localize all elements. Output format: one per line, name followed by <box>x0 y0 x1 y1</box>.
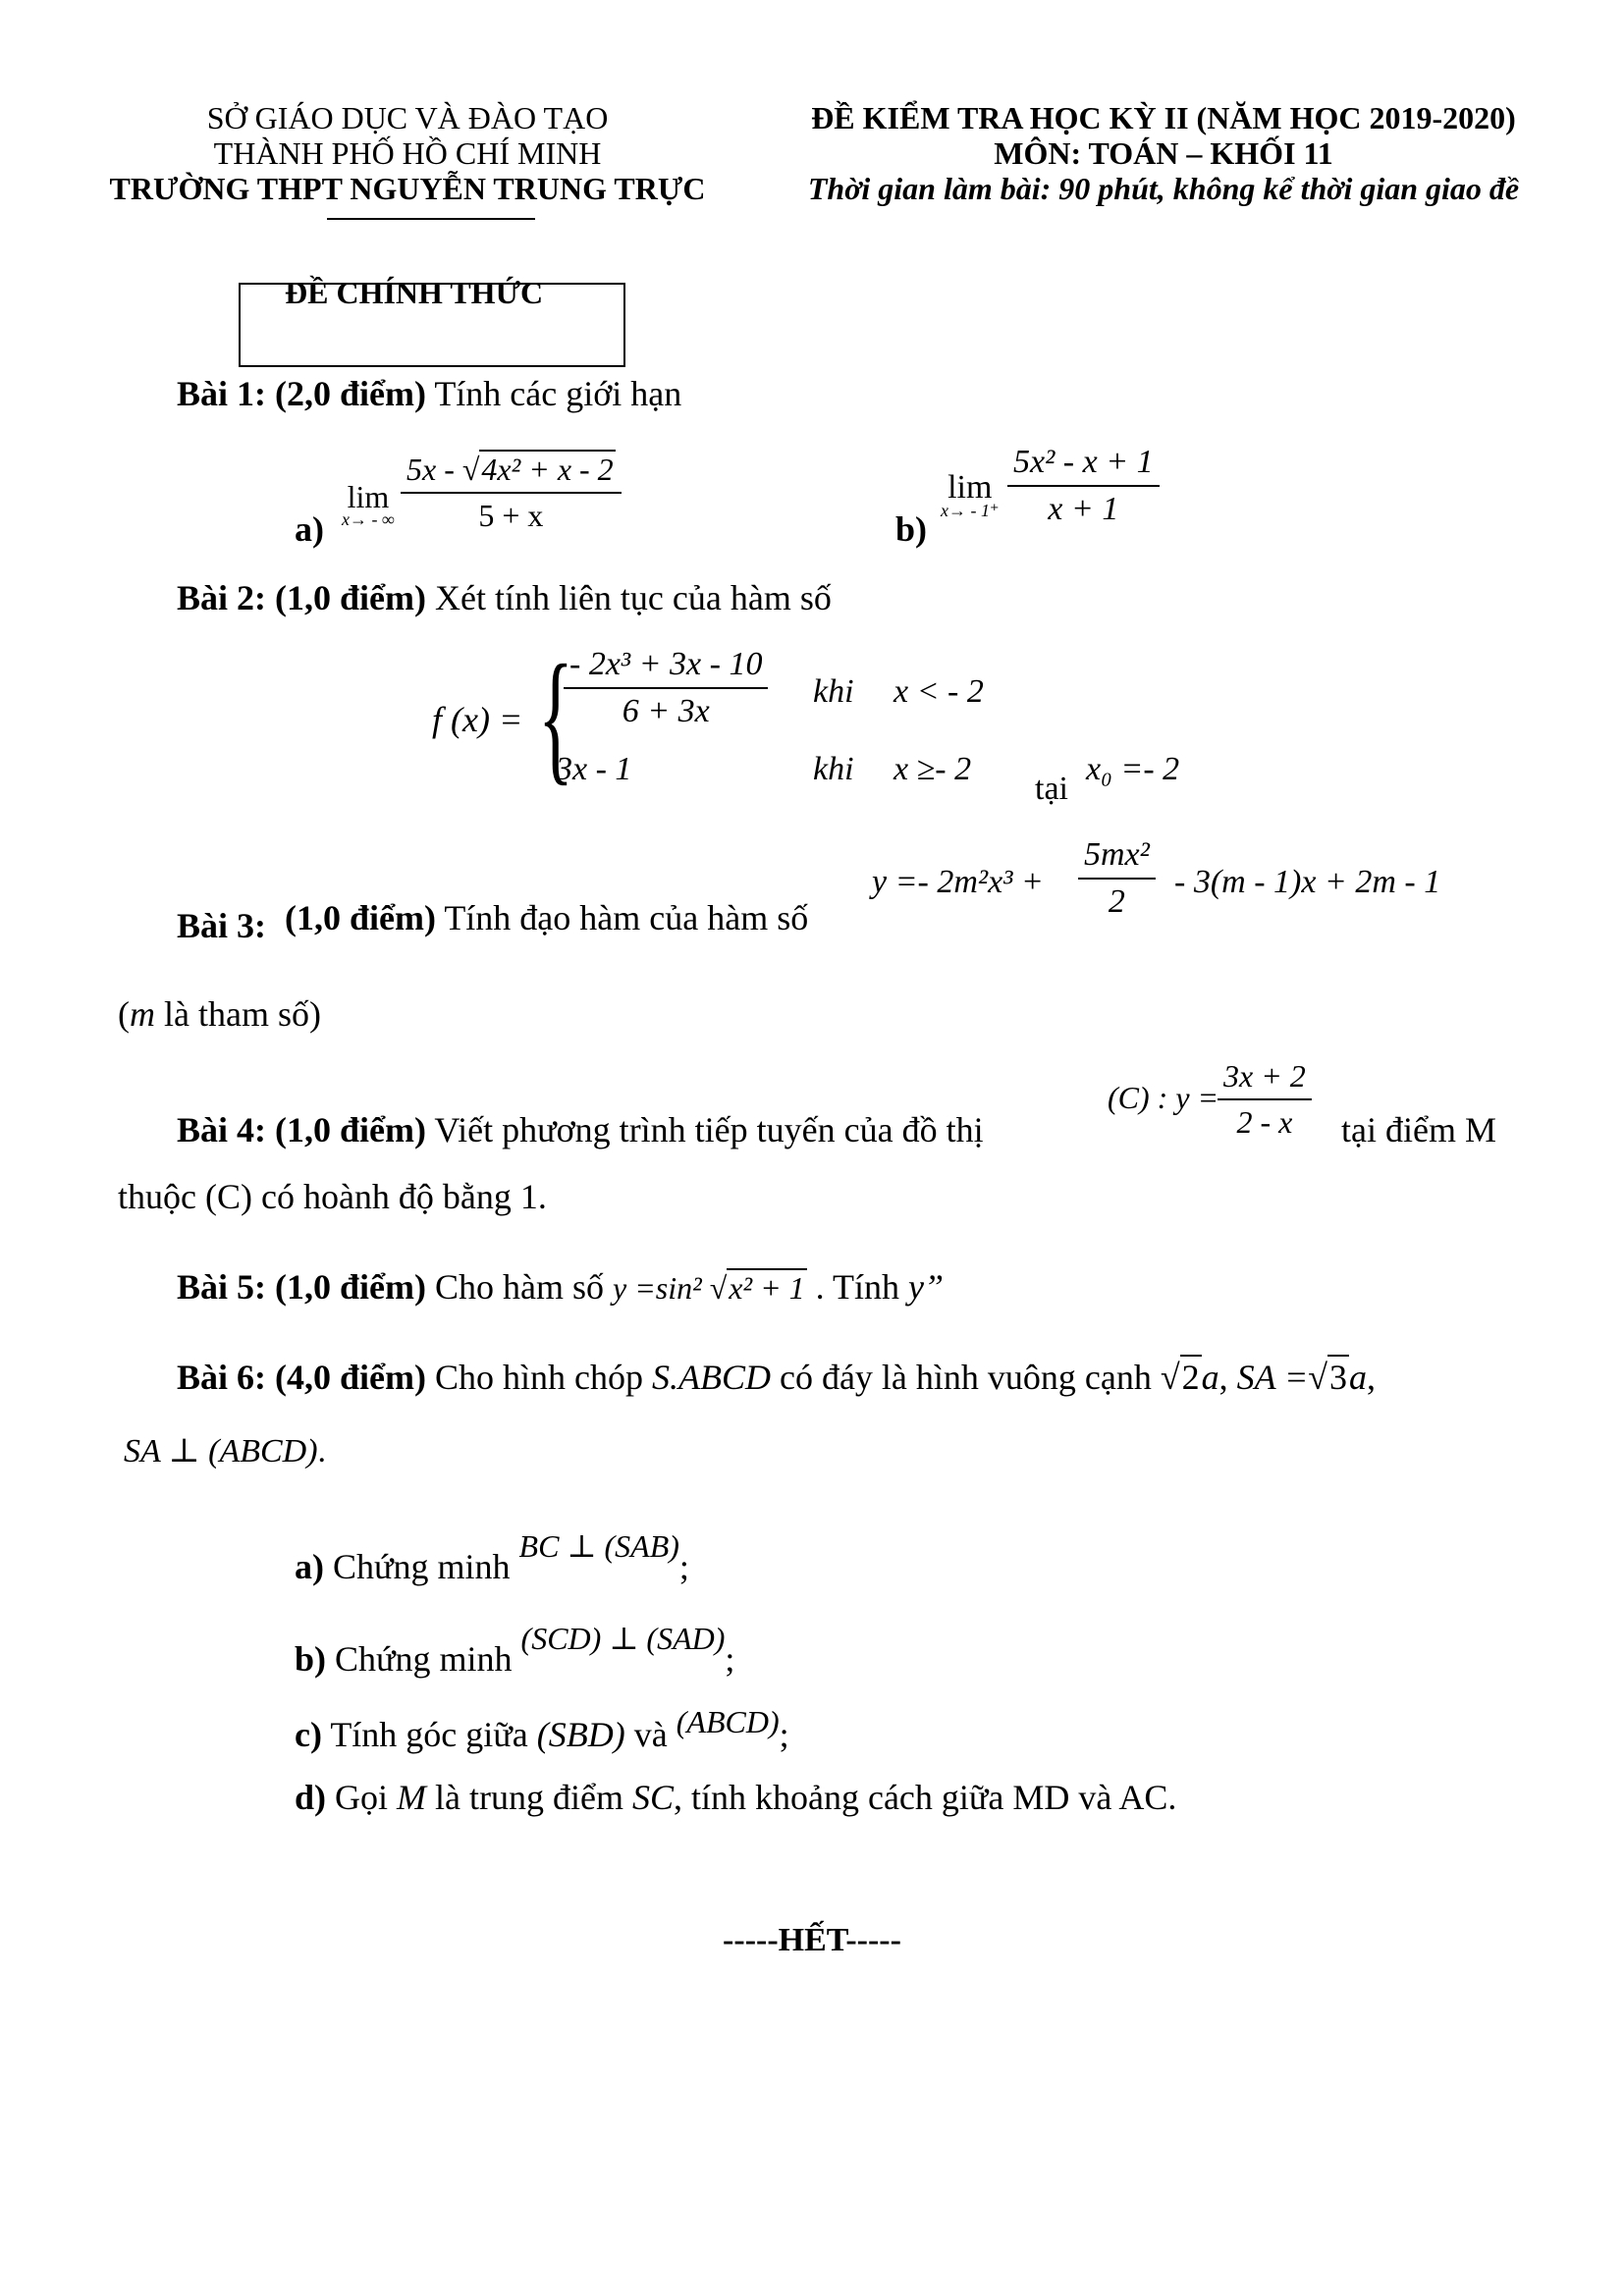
bai1-a-lim <box>342 479 395 530</box>
a-den: 5 + x <box>478 498 544 533</box>
bai6-c-expr: (ABCD) <box>676 1704 780 1739</box>
note-open: ( <box>118 994 130 1034</box>
bai5-text: Cho hàm số <box>425 1267 613 1307</box>
subject-line: MÔN: TOÁN – KHỐI 11 <box>994 135 1333 171</box>
case1-num: - 2x³ + 3x - 10 <box>564 646 768 689</box>
bai6-d-text1: Gọi <box>326 1778 398 1817</box>
bai3-heading <box>177 905 266 946</box>
bai6-text1: Cho hình chóp <box>425 1358 652 1397</box>
bai4-frac-den: 2 - x <box>1236 1104 1293 1140</box>
bai3-text: Tính đạo hàm của hàm số <box>435 898 809 937</box>
bai1-heading <box>177 373 681 414</box>
side-radicand: 2 <box>1180 1355 1202 1398</box>
b-den: x + 1 <box>1048 491 1119 527</box>
lim-text: lim <box>947 469 993 506</box>
case1-fraction <box>564 646 768 730</box>
bai4-text: Viết phương trình tiếp tuyến của đồ thị <box>425 1110 984 1149</box>
bai1-a-label: a) <box>295 509 324 549</box>
time-line: Thời gian làm bài: 90 phút, không kể thời gian giao đề <box>807 171 1520 206</box>
bai5-text2: . Tính <box>806 1267 909 1307</box>
note-m: m <box>130 994 155 1034</box>
bai6-a: a) Chứng minh BC ⊥ (SAB); <box>295 1528 689 1586</box>
official-label: ĐỀ CHÍNH THỨC <box>285 275 544 310</box>
bai6-a-expr: BC ⊥ (SAB) <box>518 1528 679 1564</box>
bai4-fraction <box>1218 1058 1312 1141</box>
bai6-d-text3: , tính khoảng cách giữa MD và AC. <box>673 1778 1177 1817</box>
bai2-text: Xét tính liên tục của hàm số <box>425 578 832 617</box>
bai5-expr-radicand: x² + 1 <box>729 1270 805 1306</box>
bai4-heading <box>177 1109 984 1150</box>
bai6-b-expr: (SCD) ⊥ (SAD) <box>520 1621 726 1656</box>
case1-den: 6 + 3x <box>622 693 710 729</box>
bai3-func-pre: y =- 2m²x³ + <box>872 864 1044 900</box>
bai6-heading: Bài 6: (4,0 điểm) Cho hình chóp S.ABCD có đáy là hình vuông cạnh √2a, SA =√3a, <box>177 1355 1376 1398</box>
bai5-heading: Bài 5: (1,0 điểm) Cho hàm số y =sin² √x² + 1 . Tính y” <box>177 1267 945 1307</box>
exam-title: ĐỀ KIỂM TRA HỌC KỲ II (NĂM HỌC 2019-2020) <box>811 100 1516 135</box>
bai1-b-fraction <box>1007 444 1160 528</box>
bai3-frac-den: 2 <box>1108 883 1125 920</box>
bai1-label: Bài 1: (2,0 điểm) <box>177 374 426 413</box>
school-name: TRƯỜNG THPT NGUYỄN TRUNG TRỰC <box>109 171 706 206</box>
end-marker: -----HẾT----- <box>723 1922 901 1958</box>
bai2-label: Bài 2: (1,0 điểm) <box>177 578 426 617</box>
bai5-ypp: y” <box>908 1267 945 1307</box>
case1-cond: x < - 2 <box>893 673 984 710</box>
bai6-label: Bài 6: (4,0 điểm) <box>177 1358 426 1397</box>
bai1-a-fraction: $\frac{\text{5x - √4x² + x - 2}}{5 + x}$ <box>401 450 622 534</box>
sa-a: a <box>1349 1358 1368 1397</box>
bai6-d-text2: là trung điểm <box>426 1778 632 1817</box>
case1-khi: khi <box>813 673 854 710</box>
dept-name: SỞ GIÁO DỤC VÀ ĐÀO TẠO <box>206 100 609 135</box>
bai3-func-post: - 3(m - 1)x + 2m - 1 <box>1174 864 1441 900</box>
bai6-text2: có đáy là hình vuông cạnh <box>770 1358 1161 1397</box>
bai2-heading <box>177 577 832 618</box>
header-right <box>776 100 1551 206</box>
case2-khi: khi <box>813 751 854 787</box>
perp-expr: SA ⊥ (ABCD) <box>124 1433 318 1469</box>
header-left <box>88 100 727 206</box>
bai6-sabcd: S.ABCD <box>651 1358 771 1397</box>
note-rest: là tham số) <box>155 994 321 1034</box>
bai3-frac-num: 5mx² <box>1078 836 1156 880</box>
bai4-curve: (C) : y = <box>1108 1080 1219 1115</box>
bai6-d-label: d) <box>295 1778 327 1817</box>
a-num-pre: 5x - <box>406 452 462 487</box>
bai6-a-text: Chứng minh <box>324 1547 519 1586</box>
bai6-c-sbd: (SBD) <box>536 1715 625 1754</box>
sa-radicand: 3 <box>1327 1355 1349 1398</box>
bai6-d-m: M <box>397 1778 427 1817</box>
bai1-b-label: b) <box>895 509 928 549</box>
bai4-label: Bài 4: (1,0 điểm) <box>177 1110 426 1149</box>
bai3-label2: (1,0 điểm) <box>285 898 436 937</box>
lim-text: lim <box>347 479 390 514</box>
bai6-b-text: Chứng minh <box>326 1639 521 1679</box>
lim-sub: x→ - 1⁺ <box>941 501 1000 520</box>
bai5-label: Bài 5: (1,0 điểm) <box>177 1267 426 1307</box>
bai1-text: Tính các giới hạn <box>425 374 682 413</box>
bai6-c: c) Tính góc giữa (SBD) và (ABCD); <box>295 1704 789 1754</box>
bai6-perp: SA ⊥ (ABCD). <box>124 1433 327 1469</box>
bai6-c-label: c) <box>295 1715 322 1754</box>
bai5-expr-pre: y =sin² <box>612 1270 710 1306</box>
lim-sub: x→ - ∞ <box>342 509 395 529</box>
bai4-line2: thuộc (C) có hoành độ bằng 1. <box>118 1177 547 1216</box>
header-underline <box>327 218 535 220</box>
bai3-fraction <box>1078 836 1156 921</box>
bai6-b-label: b) <box>295 1639 327 1679</box>
bai3-note <box>118 993 321 1035</box>
fx-label: f (x) = <box>432 700 523 739</box>
sa-eq: SA = <box>1236 1358 1309 1397</box>
city-name: THÀNH PHỐ HỒ CHÍ MINH <box>213 135 602 171</box>
x0-value: x₀ =- 2 <box>1086 751 1180 787</box>
case2-cond: x ≥- 2 <box>893 751 972 787</box>
b-num: 5x² - x + 1 <box>1007 444 1160 487</box>
bai6-a-label: a) <box>295 1547 324 1586</box>
bai3-heading-2 <box>285 897 808 938</box>
brace-icon: { <box>538 635 573 798</box>
bai4-text2: tại điểm M <box>1341 1110 1496 1149</box>
bai6-c-text: Tính góc giữa <box>321 1715 537 1754</box>
bai1-b-lim <box>941 469 999 521</box>
bai4-frac-num: 3x + 2 <box>1218 1058 1312 1100</box>
case2-expr: 3x - 1 <box>556 751 632 787</box>
bai6-b: b) Chứng minh (SCD) ⊥ (SAD); <box>295 1621 735 1679</box>
a-num-radicand: 4x² + x - 2 <box>481 452 614 487</box>
bai6-c-va: và <box>624 1715 677 1754</box>
bai6-d <box>295 1777 1176 1818</box>
tai-text: tại <box>1035 771 1068 807</box>
bai6-d-sc: SC <box>631 1778 674 1817</box>
side-a: a <box>1201 1358 1219 1397</box>
bai3-label: Bài 3: <box>177 906 267 945</box>
